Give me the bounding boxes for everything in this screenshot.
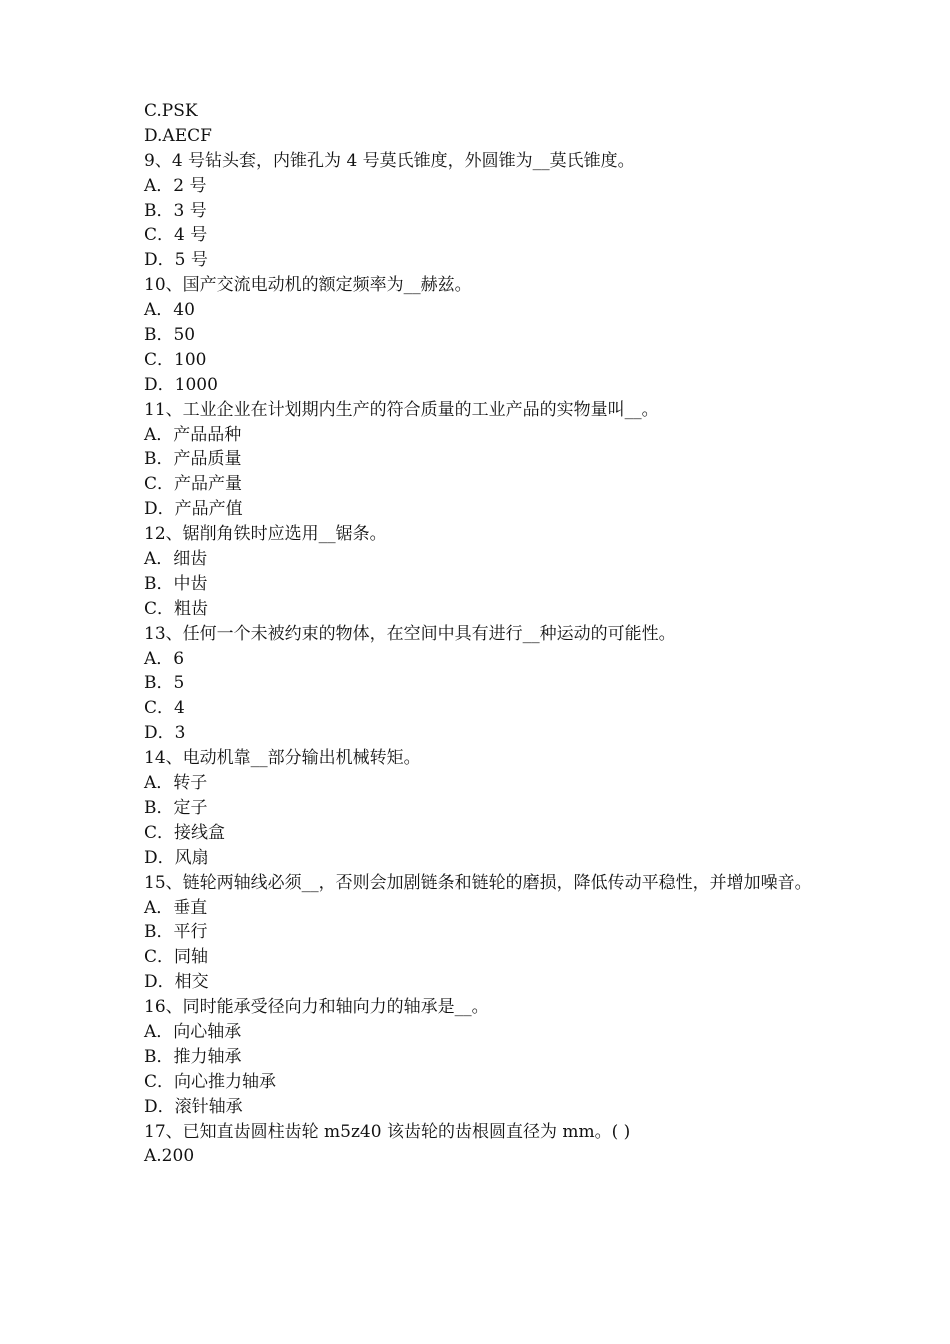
option-line: C．接线盒	[144, 822, 226, 843]
option-line: B．中齿	[144, 573, 208, 594]
option-line: D．5 号	[144, 250, 208, 271]
option-line: D．风扇	[144, 847, 209, 868]
option-line: C．粗齿	[144, 598, 209, 619]
option-line: A．细齿	[144, 549, 208, 570]
option-line: A．向心轴承	[144, 1021, 242, 1042]
option-line: C．100	[144, 349, 207, 370]
option-line: A．6	[144, 648, 185, 669]
question-line: 13、任何一个未被约束的物体，在空间中具有进行__种运动的可能性。	[144, 623, 676, 644]
option-line: A．40	[144, 300, 195, 321]
option-line: B．推力轴承	[144, 1046, 242, 1067]
option-line: D．相交	[144, 972, 209, 993]
option-line: B．50	[144, 325, 196, 346]
option-line: C．向心推力轴承	[144, 1071, 277, 1092]
question-line: 9、4 号钻头套，内锥孔为 4 号莫氏锥度，外圆锥为__莫氏锥度。	[144, 150, 635, 171]
option-line: C．4	[144, 698, 185, 719]
option-line: A．转子	[144, 773, 208, 794]
option-line: C．产品产量	[144, 474, 243, 495]
option-line: A．2 号	[144, 175, 207, 196]
option-line: D．3	[144, 723, 186, 744]
option-line: A.200	[144, 1146, 195, 1167]
question-line: 12、锯削角铁时应选用__锯条。	[144, 524, 387, 545]
option-line: A．垂直	[144, 897, 208, 918]
question-line: 17、已知直齿圆柱齿轮 m5z40 该齿轮的齿根圆直径为 mm。( )	[144, 1121, 631, 1142]
question-line: 16、同时能承受径向力和轴向力的轴承是__。	[144, 997, 489, 1018]
option-line: B．产品质量	[144, 449, 242, 470]
question-line: 14、电动机靠__部分输出机械转矩。	[144, 748, 421, 769]
option-line: C．4 号	[144, 225, 208, 246]
option-line: D．滚针轴承	[144, 1096, 243, 1117]
question-line: 11、工业企业在计划期内生产的符合质量的工业产品的实物量叫__。	[144, 399, 659, 420]
question-line: 15、链轮两轴线必须__，否则会加剧链条和链轮的磨损，降低传动平稳性，并增加噪音。	[144, 872, 812, 893]
option-line: C.PSK	[144, 101, 198, 121]
question-line: 10、国产交流电动机的额定频率为__赫兹。	[144, 275, 472, 296]
option-line: D.AECF	[144, 125, 212, 146]
option-line: C．同轴	[144, 947, 209, 968]
option-line: B．3 号	[144, 200, 207, 221]
option-line: A．产品品种	[144, 424, 242, 445]
option-line: D．1000	[144, 374, 218, 395]
option-line: B．5	[144, 673, 185, 694]
option-line: B．平行	[144, 922, 208, 943]
option-line: D．产品产值	[144, 499, 243, 520]
option-line: B．定子	[144, 797, 208, 818]
document-body	[144, 99, 820, 1169]
